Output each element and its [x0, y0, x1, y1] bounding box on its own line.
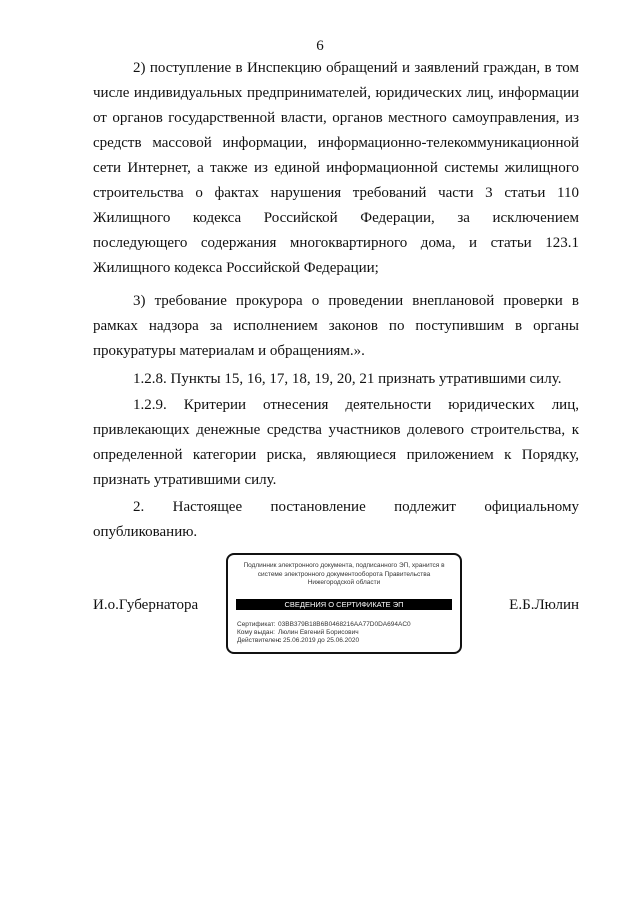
certificate-row-label: Действителен: [237, 637, 282, 644]
signatory-title: И.о.Губернатора [93, 597, 199, 613]
page-number: 6 [316, 38, 324, 54]
certificate-row-value: Люлин Евгений Борисович [278, 629, 359, 636]
paragraph-clause-1-2-9 [93, 393, 579, 493]
paragraph-text: 3) требование прокурора о проведении внеплановой проверки в рамках надзора за исполнением законов по поступившим в органы прокуратуры материалам и обращениям.». [93, 293, 579, 359]
paragraph-text: 1.2.9. Критерии отнесения деятельности юридических лиц, привлекающих денежные средства участников долевого строительства, к определенной категории риска, являющиеся приложением к Порядку, признать утратившими силу. [93, 397, 579, 488]
certificate-row-validity [237, 637, 359, 645]
certificate-row-owner [237, 629, 359, 637]
paragraph-text: 1.2.8. Пункты 15, 16, 17, 18, 19, 20, 21 признать утратившими силу. [133, 371, 562, 387]
paragraph-publication [93, 495, 579, 545]
certificate-banner: СВЕДЕНИЯ О СЕРТИФИКАТЕ ЭП [236, 599, 452, 610]
certificate-row-value: 03BB379B18B6B0468216AA77D0DA694AC0 [278, 621, 411, 628]
certificate-row-label: Кому выдан: [237, 629, 275, 636]
paragraph-item-3 [93, 289, 579, 364]
paragraph-clause-1-2-8 [93, 367, 579, 392]
certificate-row-serial [237, 621, 411, 629]
certificate-intro-text: Подлинник электронного документа, подписанного ЭП, хранится в системе электронного документооборота Правительства Нижегородской области [243, 562, 445, 586]
paragraph-text: 2) поступление в Инспекцию обращений и заявлений граждан, в том числе индивидуальных предпринимателей, юридических лиц, информации от органов государственной власти, органов местного самоуправления, из средств массовой информации, информационно-телекоммуникационной сети Интернет, а также из единой информационной системы жилищного строительства о фактах нарушения требований части 3 статьи 110 Жилищного кодекса Российской Федерации, за исключением последующего содержания многоквартирного дома, и статьи 123.1 Жилищного кодекса Российской Федерации; [93, 60, 579, 276]
certificate-stamp [226, 553, 462, 654]
certificate-row-label: Сертификат: [237, 621, 276, 628]
certificate-row-value: с 25.06.2019 до 25.06.2020 [278, 637, 360, 644]
signatory-name: Е.Б.Люлин [509, 597, 579, 613]
paragraph-text: 2. Настоящее постановление подлежит официальному опубликованию. [93, 499, 579, 540]
paragraph-item-2 [93, 56, 579, 281]
